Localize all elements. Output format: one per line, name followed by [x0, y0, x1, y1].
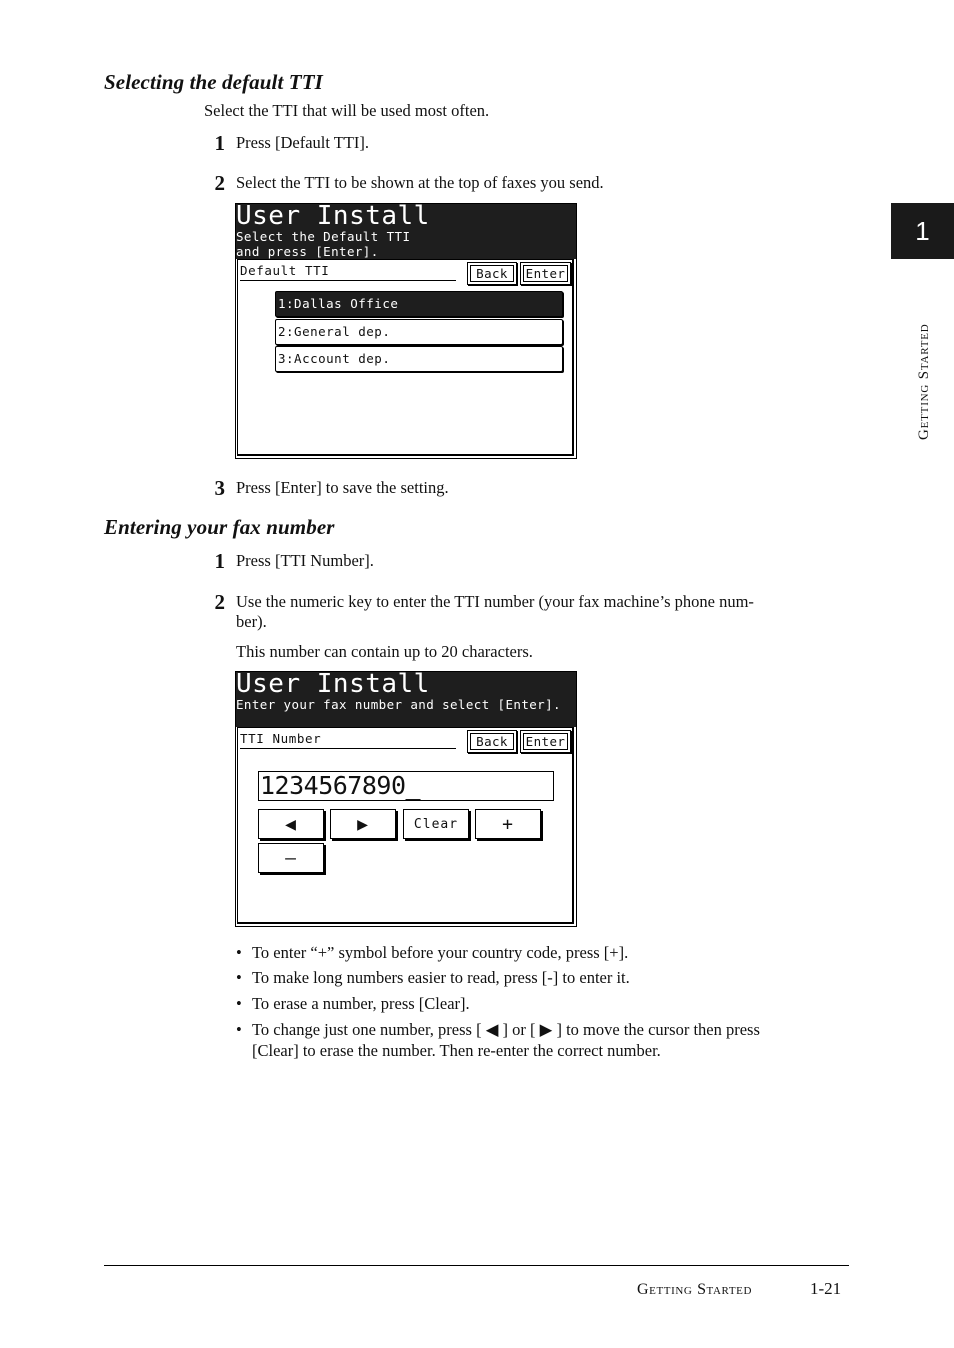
bullet-dot: • — [236, 968, 242, 987]
plus-button[interactable] — [475, 809, 541, 839]
tti-option-3[interactable]: 3:Account dep. — [275, 346, 563, 372]
lcd-title: User Install — [236, 669, 430, 699]
enter-button[interactable] — [520, 730, 571, 753]
bullet-item — [236, 942, 846, 963]
step-text: Press [Default TTI]. — [236, 133, 370, 152]
tti-option-1[interactable]: 1:Dallas Office — [275, 291, 563, 317]
enter-button-label: Enter — [525, 734, 566, 749]
lcd-title: User Install — [236, 201, 430, 231]
left-arrow-icon: ◀ — [285, 813, 297, 835]
footer-section-title: Getting Started — [637, 1281, 753, 1298]
step-text: Select the TTI to be shown at the top of faxes you send. — [236, 173, 604, 192]
field-label-default-tti: Default TTI — [240, 263, 456, 281]
lcd-subtitle: Enter your fax number and select [Enter]. — [236, 697, 561, 712]
bullet-text: To make long numbers easier to read, press [-] to enter it. — [252, 968, 630, 987]
lcd-header — [236, 669, 576, 727]
bullet-dot: • — [236, 994, 242, 1013]
step-text: Press [TTI Number]. — [236, 551, 374, 570]
cursor-left-button[interactable] — [258, 809, 324, 839]
bullet-dot: • — [236, 943, 242, 962]
chapter-tab — [891, 203, 954, 259]
bullet-text: To enter “+” symbol before your country code, press [+]. — [252, 943, 629, 962]
tti-option-2[interactable]: 2:General dep. — [275, 319, 563, 345]
bullet-item — [236, 993, 846, 1014]
note-text: This number can contain up to 20 characters. — [236, 642, 533, 661]
chapter-number: 1 — [915, 215, 930, 246]
clear-button-label: Clear — [413, 816, 459, 832]
right-arrow-icon: ▶ — [357, 813, 369, 835]
page-number: 1-21 — [810, 1279, 842, 1298]
enter-button-label: Enter — [525, 266, 566, 281]
section-intro: Select the TTI that will be used most often. — [204, 101, 490, 120]
bullet-text-line: [Clear] to erase the number. Then re-enter the correct number. — [252, 1041, 661, 1060]
bullet-text-line: To change just one number, press [ ◀ ] or [ ▶ ] to move the cursor then press — [252, 1020, 760, 1039]
enter-button[interactable] — [520, 262, 571, 285]
bullet-text — [236, 1019, 846, 1061]
back-button-label: Back — [476, 734, 508, 749]
back-button-label: Back — [476, 266, 508, 281]
lcd-subtitle: Select the Default TTI — [236, 229, 411, 244]
step-number: 3 — [214, 476, 225, 500]
bullet-item — [236, 1019, 846, 1061]
minus-button[interactable] — [258, 843, 324, 873]
side-chapter-title: Getting Started — [916, 323, 932, 440]
bullet-item — [236, 967, 846, 988]
section-heading-default-tti: Selecting the default TTI — [104, 70, 323, 94]
step-text: Press [Enter] to save the setting. — [236, 478, 449, 497]
step-number: 2 — [214, 590, 225, 614]
minus-icon: – — [285, 847, 297, 869]
bullet-dot: • — [236, 1020, 242, 1039]
bullet-text: To erase a number, press [Clear]. — [252, 994, 470, 1013]
field-label-tti-number: TTI Number — [240, 731, 456, 749]
lcd-subtitle: and press [Enter]. — [236, 244, 379, 259]
cursor-right-button[interactable] — [330, 809, 396, 839]
footer-rule — [104, 1265, 849, 1266]
section-heading-fax-number: Entering your fax number — [104, 515, 335, 539]
step-number: 1 — [214, 131, 225, 155]
plus-icon: + — [502, 813, 514, 835]
clear-button[interactable] — [403, 809, 469, 839]
step-text — [236, 592, 848, 632]
lcd-header — [236, 201, 576, 259]
step-number: 2 — [214, 171, 225, 195]
tti-number-input[interactable]: 1234567890_ — [258, 771, 554, 801]
back-button[interactable] — [467, 730, 517, 753]
step-text-line: Use the numeric key to enter the TTI number (your fax machine’s phone num- — [236, 592, 754, 611]
back-button[interactable] — [467, 262, 517, 285]
step-number: 1 — [214, 549, 225, 573]
step-text-line: ber). — [236, 612, 267, 631]
